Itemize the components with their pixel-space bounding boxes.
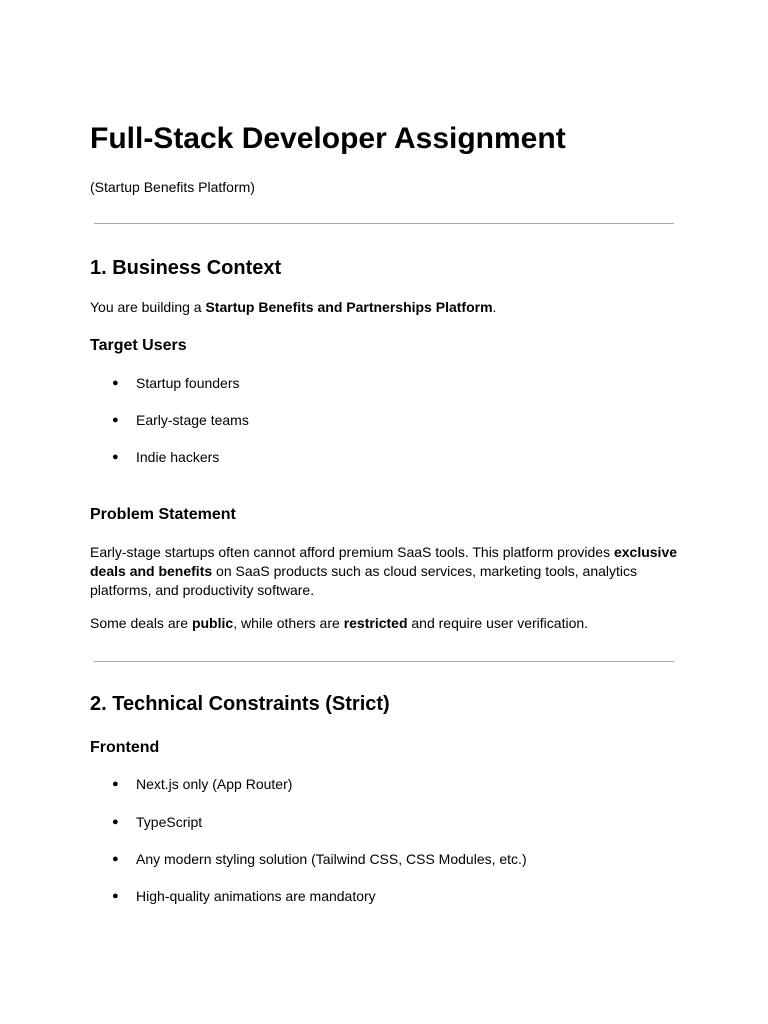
- business-context-intro: [90, 298, 496, 316]
- subheading-target-users: Target Users: [90, 337, 187, 354]
- paragraph-line: [90, 562, 677, 580]
- section-divider: [94, 661, 674, 662]
- list-item-text: Startup founders: [136, 375, 240, 391]
- intro-bold-text: Startup Benefits and Partnerships Platform: [205, 299, 493, 315]
- bullet-icon: ●: [112, 451, 119, 463]
- section-heading-technical-constraints: 2. Technical Constraints (Strict): [90, 693, 390, 715]
- paragraph-bold-text: restricted: [343, 615, 408, 631]
- bullet-icon: ●: [112, 414, 119, 426]
- paragraph-text: and require user verification.: [407, 615, 589, 631]
- list-item: [112, 887, 376, 905]
- list-item: [112, 775, 292, 793]
- intro-suffix: .: [492, 299, 497, 315]
- list-item: [112, 850, 527, 868]
- paragraph-text: on SaaS products such as cloud services, marketing tools, analytics: [212, 563, 638, 579]
- document-title: Full-Stack Developer Assignment: [90, 122, 566, 155]
- bullet-icon: ●: [112, 377, 119, 389]
- bullet-icon: ●: [112, 853, 119, 865]
- list-item-text: Next.js only (App Router): [136, 776, 293, 792]
- paragraph-bold-text: public: [191, 615, 234, 631]
- list-item-text: Indie hackers: [136, 449, 220, 465]
- intro-text: You are building a: [90, 299, 206, 315]
- bullet-icon: ●: [112, 816, 119, 828]
- document-subtitle: (Startup Benefits Platform): [90, 179, 255, 195]
- paragraph-line: platforms, and productivity software.: [90, 582, 315, 598]
- list-item-text: Early-stage teams: [136, 412, 249, 428]
- bullet-icon: ●: [112, 890, 119, 902]
- deal-visibility-paragraph: [90, 614, 588, 632]
- list-item-text: Any modern styling solution (Tailwind CSS, CSS Modules, etc.): [136, 851, 527, 867]
- subheading-frontend: Frontend: [90, 739, 160, 756]
- paragraph-text: Early-stage startups often cannot afford premium SaaS tools. This platform provides: [90, 544, 614, 560]
- bullet-icon: ●: [112, 778, 119, 790]
- section-heading-business-context: 1. Business Context: [90, 257, 282, 279]
- problem-statement-paragraph: [90, 543, 677, 599]
- paragraph-bold-text: deals and benefits: [90, 563, 213, 579]
- subheading-problem-statement: Problem Statement: [90, 506, 236, 523]
- list-item: [112, 411, 249, 429]
- paragraph-line: [90, 543, 677, 561]
- section-divider: [94, 223, 674, 224]
- paragraph-text: Some deals are: [90, 615, 192, 631]
- list-item-text: High-quality animations are mandatory: [136, 888, 376, 904]
- paragraph-text: , while others are: [233, 615, 344, 631]
- list-item-text: TypeScript: [136, 814, 203, 830]
- list-item: [112, 448, 219, 466]
- paragraph-bold-text: exclusive: [613, 544, 678, 560]
- list-item: [112, 813, 202, 831]
- list-item: [112, 374, 240, 392]
